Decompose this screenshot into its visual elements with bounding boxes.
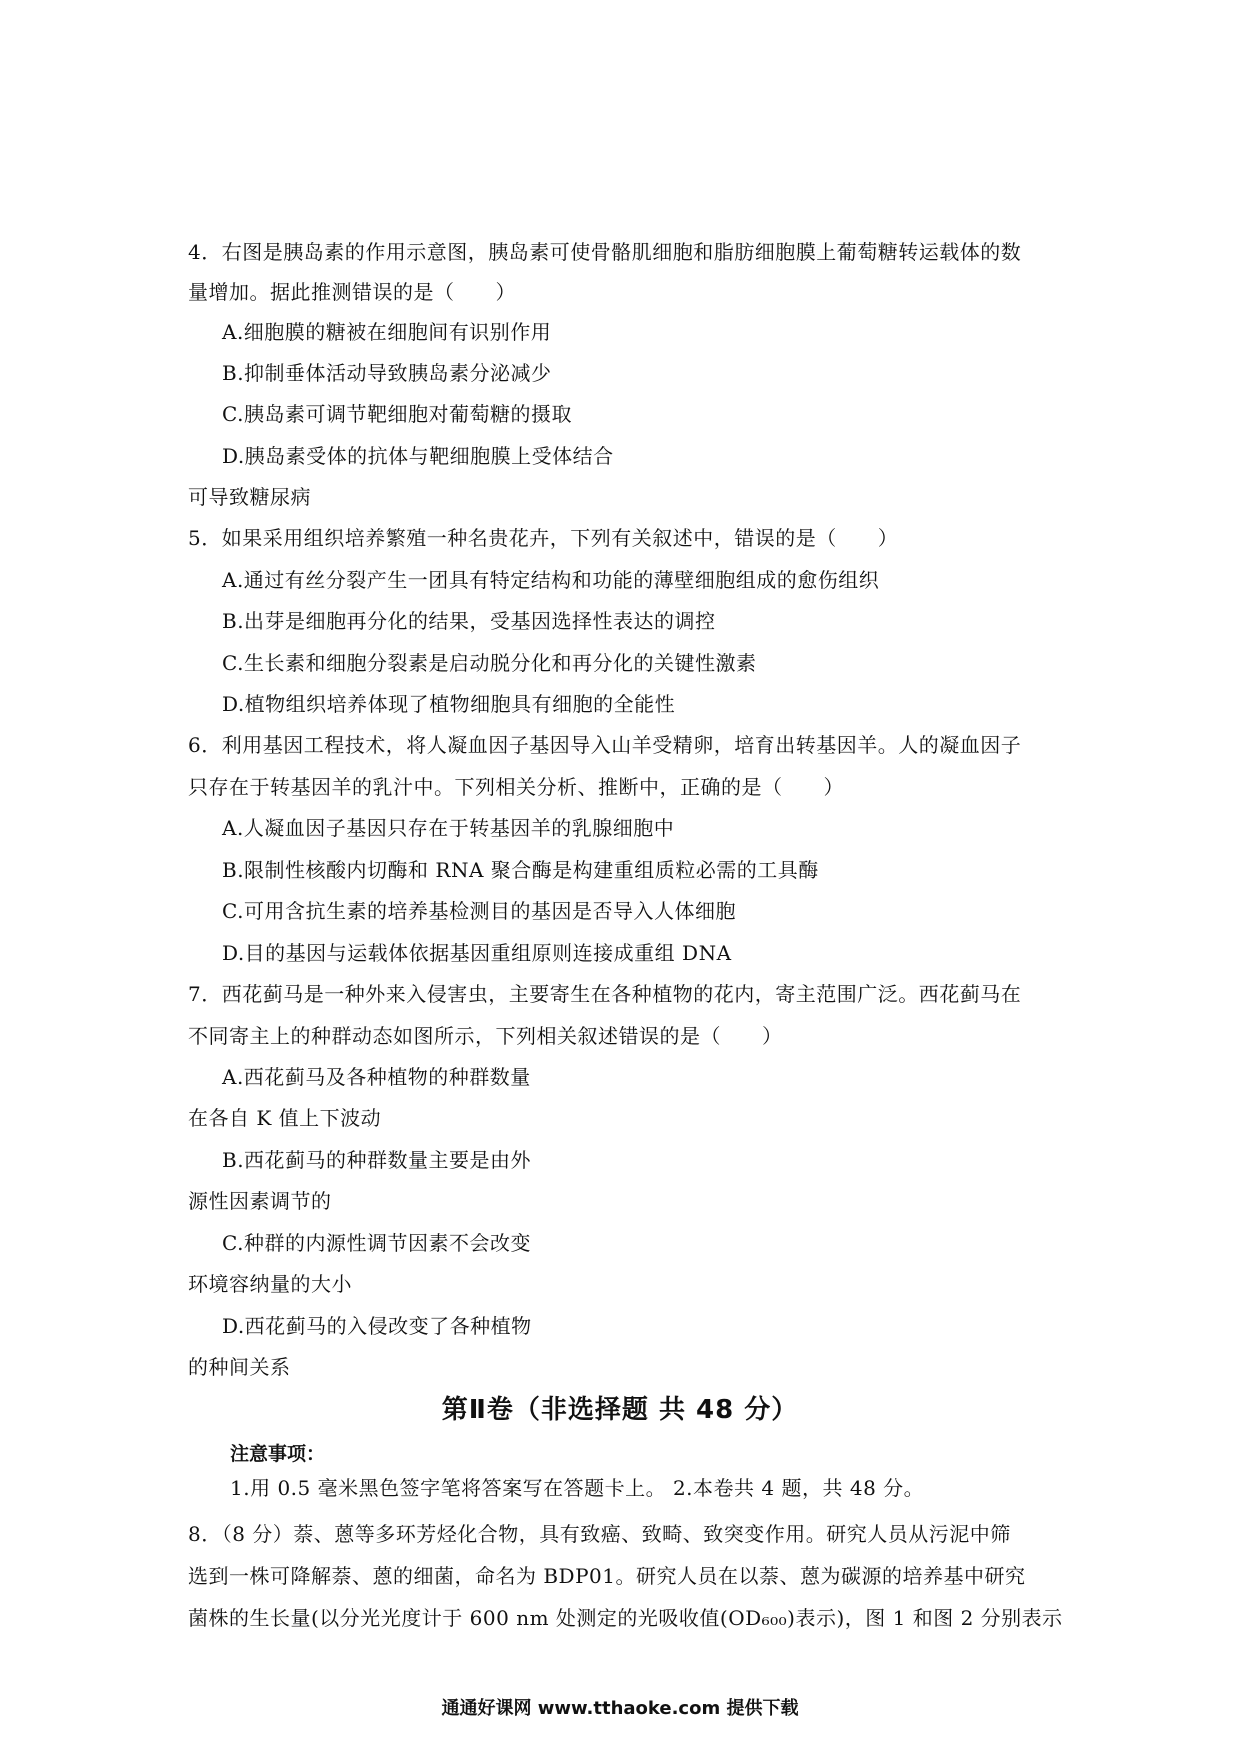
question-6-option-a: A.人凝血因子基因只存在于转基因羊的乳腺细胞中 [222,816,675,840]
question-7-option-d-cont: 的种间关系 [188,1355,291,1379]
question-5-option-b: B.出芽是细胞再分化的结果，受基因选择性表达的调控 [222,609,716,633]
question-7-option-c-cont: 环境容纳量的大小 [188,1272,352,1296]
question-4-option-c: C.胰岛素可调节靶细胞对葡萄糖的摄取 [222,402,572,426]
question-7-option-c: C.种群的内源性调节因素不会改变 [222,1231,531,1255]
question-4-option-a: A.细胞膜的糖被在细胞间有识别作用 [222,320,552,344]
notice-body: 1.用 0.5 毫米黑色签字笔将答案写在答题卡上。 2.本卷共 4 题，共 48 分。 [230,1476,925,1500]
question-4-text-cont: 量增加。据此推测错误的是（ ） [188,280,516,304]
question-6-text: 6．利用基因工程技术，将人凝血因子基因导入山羊受精卵，培育出转基因羊。人的凝血因子 [188,733,1022,757]
question-8-text-cont-2: 菌株的生长量(以分光光度计于 600 nm 处测定的光吸收值(OD₆₀₀)表示)，图 1 和图 2 分别表示 [188,1606,1063,1630]
question-8-text-cont-1: 选到一株可降解萘、蒽的细菌，命名为 BDP01。研究人员在以萘、蒽为碳源的培养基中研究 [188,1564,1026,1588]
question-6-option-b: B.限制性核酸内切酶和 RNA 聚合酶是构建重组质粒必需的工具酶 [222,858,819,882]
question-5-text: 5．如果采用组织培养繁殖一种名贵花卉，下列有关叙述中，错误的是（ ） [188,526,899,550]
question-6-text-cont: 只存在于转基因羊的乳汁中。下列相关分析、推断中，正确的是（ ） [188,775,844,799]
question-7-option-d: D.西花蓟马的入侵改变了各种植物 [222,1314,532,1338]
question-7-option-a: A.西花蓟马及各种植物的种群数量 [222,1065,531,1089]
notice-heading: 注意事项： [230,1443,326,1465]
question-7-option-a-cont: 在各自 K 值上下波动 [188,1106,382,1130]
question-7-option-b: B.西花蓟马的种群数量主要是由外 [222,1148,532,1172]
question-5-option-d: D.植物组织培养体现了植物细胞具有细胞的全能性 [222,692,676,716]
question-6-option-c: C.可用含抗生素的培养基检测目的基因是否导入人体细胞 [222,899,736,923]
question-7-option-b-cont: 源性因素调节的 [188,1189,332,1213]
question-5-option-a: A.通过有丝分裂产生一团具有特定结构和功能的薄壁细胞组成的愈伤组织 [222,568,880,592]
question-4-option-d: D.胰岛素受体的抗体与靶细胞膜上受体结合 [222,444,614,468]
question-4-option-b: B.抑制垂体活动导致胰岛素分泌减少 [222,361,552,385]
question-8-text: 8．（8 分）萘、蒽等多环芳烃化合物，具有致癌、致畸、致突变作用。研究人员从污泥中筛 [188,1522,1011,1546]
question-5-option-c: C.生长素和细胞分裂素是启动脱分化和再分化的关键性激素 [222,651,757,675]
section-2-title: 第Ⅱ卷（非选择题 共 48 分） [441,1395,799,1425]
question-7-text-cont: 不同寄主上的种群动态如图所示，下列相关叙述错误的是（ ） [188,1024,783,1048]
question-7-text: 7．西花蓟马是一种外来入侵害虫，主要寄生在各种植物的花内，寄主范围广泛。西花蓟马在 [188,982,1022,1006]
page-footer: 通通好课网 www.tthaoke.com 提供下载 [441,1698,799,1719]
question-6-option-d: D.目的基因与运载体依据基因重组原则连接成重组 DNA [222,941,732,965]
question-4-text: 4．右图是胰岛素的作用示意图，胰岛素可使骨骼肌细胞和脂肪细胞膜上葡萄糖转运载体的数 [188,240,1022,264]
question-4-option-d-cont: 可导致糖尿病 [188,485,311,509]
